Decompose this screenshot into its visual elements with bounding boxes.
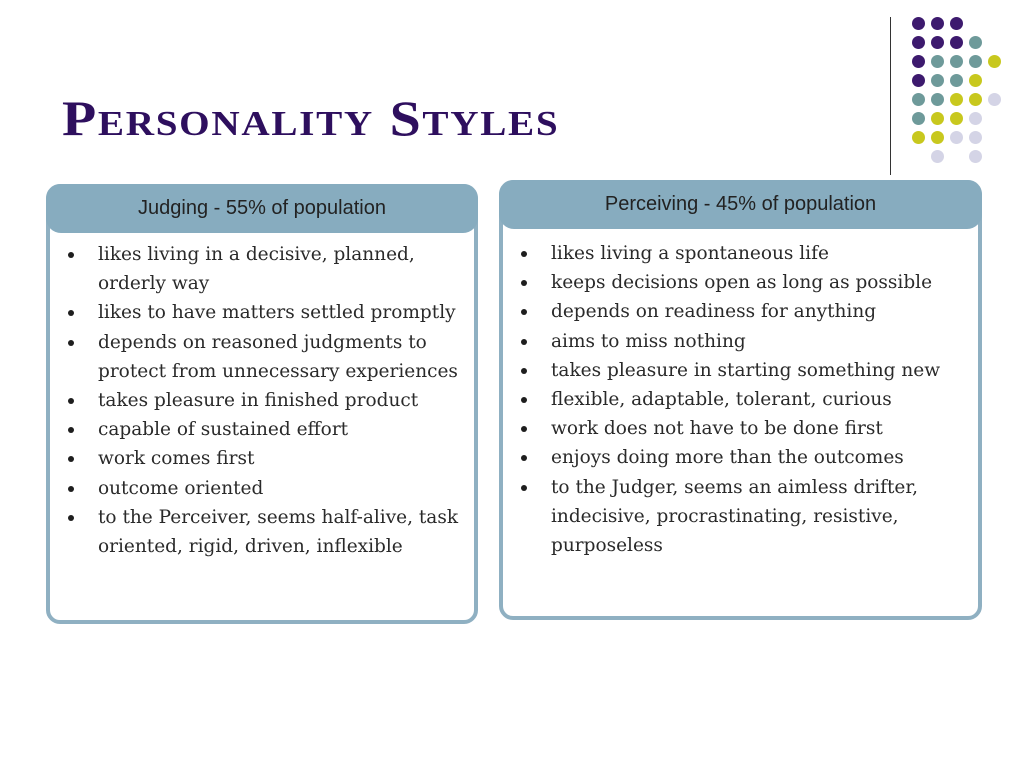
dot <box>969 150 982 163</box>
list-item: to the Perceiver, seems half-alive, task oriented, rigid, driven, inflexible <box>54 503 468 561</box>
perceiving-panel <box>499 180 982 620</box>
judging-trait-list <box>54 240 468 561</box>
dot <box>931 36 944 49</box>
dot <box>950 112 963 125</box>
dot <box>969 112 982 125</box>
list-item: takes pleasure in starting something new <box>507 356 972 385</box>
dot <box>912 131 925 144</box>
list-item: likes to have matters settled promptly <box>54 298 468 327</box>
perceiving-panel-header: Perceiving - 45% of population <box>499 180 982 229</box>
list-item: work does not have to be done first <box>507 414 972 443</box>
dot <box>988 93 1001 106</box>
dot <box>912 74 925 87</box>
slide-title: Personality Styles <box>62 90 560 146</box>
dot <box>931 93 944 106</box>
dot <box>969 55 982 68</box>
divider-line <box>890 17 891 175</box>
dot <box>931 150 944 163</box>
judging-panel-header: Judging - 55% of population <box>46 184 478 233</box>
dot <box>988 55 1001 68</box>
dot <box>969 93 982 106</box>
dot <box>912 17 925 30</box>
list-item: to the Judger, seems an aimless drifter, indecisive, procrastinating, resistive, purposeless <box>507 473 972 561</box>
dot <box>950 93 963 106</box>
dot <box>931 55 944 68</box>
dot <box>931 112 944 125</box>
dot <box>950 36 963 49</box>
list-item: capable of sustained effort <box>54 415 468 444</box>
judging-panel <box>46 184 478 624</box>
list-item: aims to miss nothing <box>507 327 972 356</box>
list-item: depends on readiness for anything <box>507 297 972 326</box>
dot <box>969 74 982 87</box>
dot <box>931 17 944 30</box>
list-item: keeps decisions open as long as possible <box>507 268 972 297</box>
dot <box>950 17 963 30</box>
dot <box>931 131 944 144</box>
dot <box>931 74 944 87</box>
dot <box>912 36 925 49</box>
list-item: likes living a spontaneous life <box>507 239 972 268</box>
list-item: flexible, adaptable, tolerant, curious <box>507 385 972 414</box>
dot <box>950 55 963 68</box>
dot <box>912 112 925 125</box>
dot <box>950 131 963 144</box>
dot <box>950 74 963 87</box>
list-item: enjoys doing more than the outcomes <box>507 443 972 472</box>
dot <box>969 131 982 144</box>
dot <box>912 55 925 68</box>
dot <box>912 93 925 106</box>
dot <box>969 36 982 49</box>
perceiving-trait-list <box>507 239 972 560</box>
list-item: takes pleasure in finished product <box>54 386 468 415</box>
list-item: likes living in a decisive, planned, orderly way <box>54 240 468 298</box>
list-item: outcome oriented <box>54 474 468 503</box>
list-item: work comes first <box>54 444 468 473</box>
list-item: depends on reasoned judgments to protect from unnecessary experiences <box>54 328 468 386</box>
